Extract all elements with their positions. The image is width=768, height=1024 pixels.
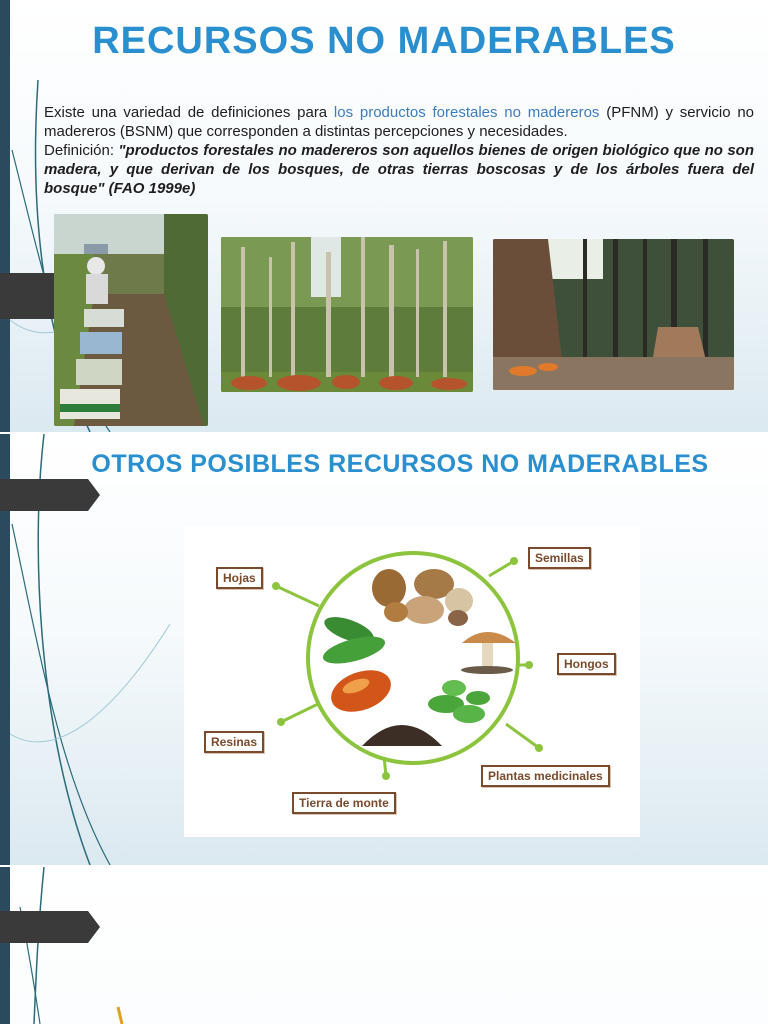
definition-label: Definición:: [44, 142, 119, 159]
definition-text: "productos forestales no madereros son aquellos bienes de origen biológico que no son madera, y que derivan de los bosques, de otras tierras boscosas y de los árboles fuera del bosque" (FAO 1999e): [44, 142, 755, 197]
slide-2: [0, 434, 768, 865]
intro-text-after: (PFNM) y servicio no madereros (BSNM) que corresponden a distintas percepciones y necesidades.: [44, 104, 755, 140]
left-accent-bar: [0, 0, 10, 432]
slide-tab: [0, 273, 54, 319]
pfnm-link[interactable]: los productos forestales no madereros: [333, 104, 600, 121]
slide-tab: [0, 479, 100, 511]
label-resinas: Resinas: [204, 731, 264, 753]
left-accent-bar: [0, 867, 10, 1024]
intro-paragraph: [44, 103, 754, 198]
page-title: RECURSOS NO MADERABLES: [92, 20, 676, 62]
label-tierra-de-monte: Tierra de monte: [292, 792, 396, 814]
tree-stump-photo: [493, 239, 734, 390]
resources-diagram: [184, 526, 640, 837]
label-hojas: Hojas: [216, 567, 263, 589]
beehives-photo: [54, 214, 208, 426]
label-hongos: Hongos: [557, 653, 616, 675]
slide-tab: [0, 911, 100, 943]
label-semillas: Semillas: [528, 547, 591, 569]
section-title: OTROS POSIBLES RECURSOS NO MADERABLES: [91, 450, 709, 478]
intro-text: Existe una variedad de definiciones para: [44, 104, 334, 121]
slide-1: [0, 0, 768, 432]
slide-3: [0, 867, 768, 1024]
forest-cattle-photo: [221, 237, 473, 392]
label-plantas-medicinales: Plantas medicinales: [481, 765, 610, 787]
